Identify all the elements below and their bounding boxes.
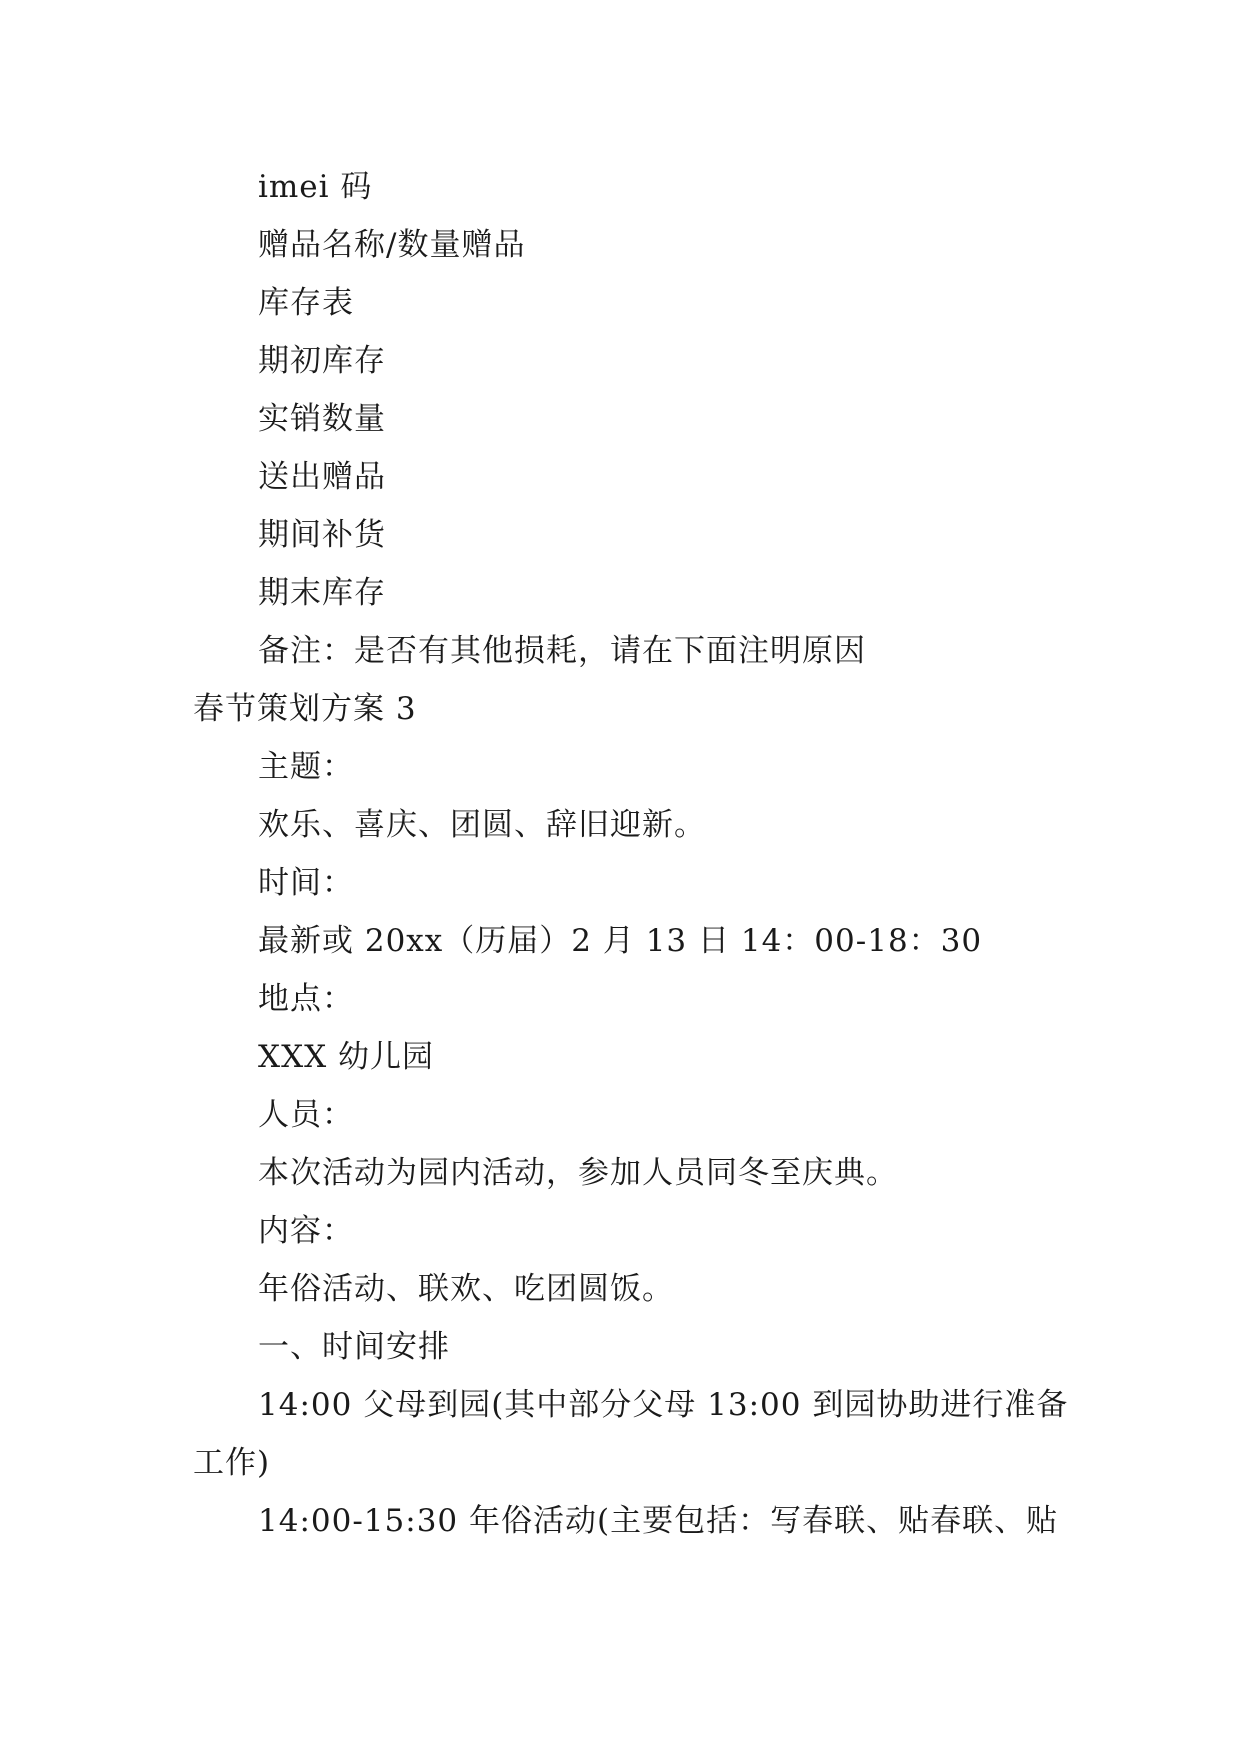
text-line-imei: imei 码	[258, 169, 373, 205]
text-line-location-value: XXX 幼儿园	[258, 1039, 435, 1075]
text-line-people-label: 人员：	[258, 1097, 354, 1133]
text-line-content-value: 年俗活动、联欢、吃团圆饭。	[258, 1271, 674, 1307]
text-line-schedule-item-1: 14:00 父母到园(其中部分父母 13:00 到园协助进行准备	[258, 1387, 1069, 1423]
text-line-theme-label: 主题：	[258, 749, 354, 785]
text-line-theme-value: 欢乐、喜庆、团圆、辞旧迎新。	[258, 807, 706, 843]
text-line-gift-name-quantity: 赠品名称/数量赠品	[258, 227, 526, 263]
text-line-time-label: 时间：	[258, 865, 354, 901]
text-line-remarks: 备注：是否有其他损耗，请在下面注明原因	[258, 633, 866, 669]
text-line-time-value: 最新或 20xx（历届）2 月 13 日 14：00-18：30	[258, 923, 983, 959]
text-line-gifts-given: 送出赠品	[258, 459, 386, 495]
text-line-location-label: 地点：	[258, 981, 354, 1017]
section-heading: 春节策划方案 3	[193, 691, 417, 727]
text-line-restock: 期间补货	[258, 517, 386, 553]
text-line-schedule-heading: 一、时间安排	[258, 1329, 450, 1365]
text-line-inventory-table: 库存表	[258, 285, 354, 321]
text-line-content-label: 内容：	[258, 1213, 354, 1249]
text-line-actual-sales: 实销数量	[258, 401, 386, 437]
text-line-closing-stock: 期末库存	[258, 575, 386, 611]
text-line-schedule-item-2: 14:00-15:30 年俗活动(主要包括：写春联、贴春联、贴	[258, 1503, 1059, 1539]
text-line-people-value: 本次活动为园内活动，参加人员同冬至庆典。	[258, 1155, 898, 1191]
text-line-schedule-item-1-cont: 工作)	[193, 1445, 271, 1481]
text-line-opening-stock: 期初库存	[258, 343, 386, 379]
